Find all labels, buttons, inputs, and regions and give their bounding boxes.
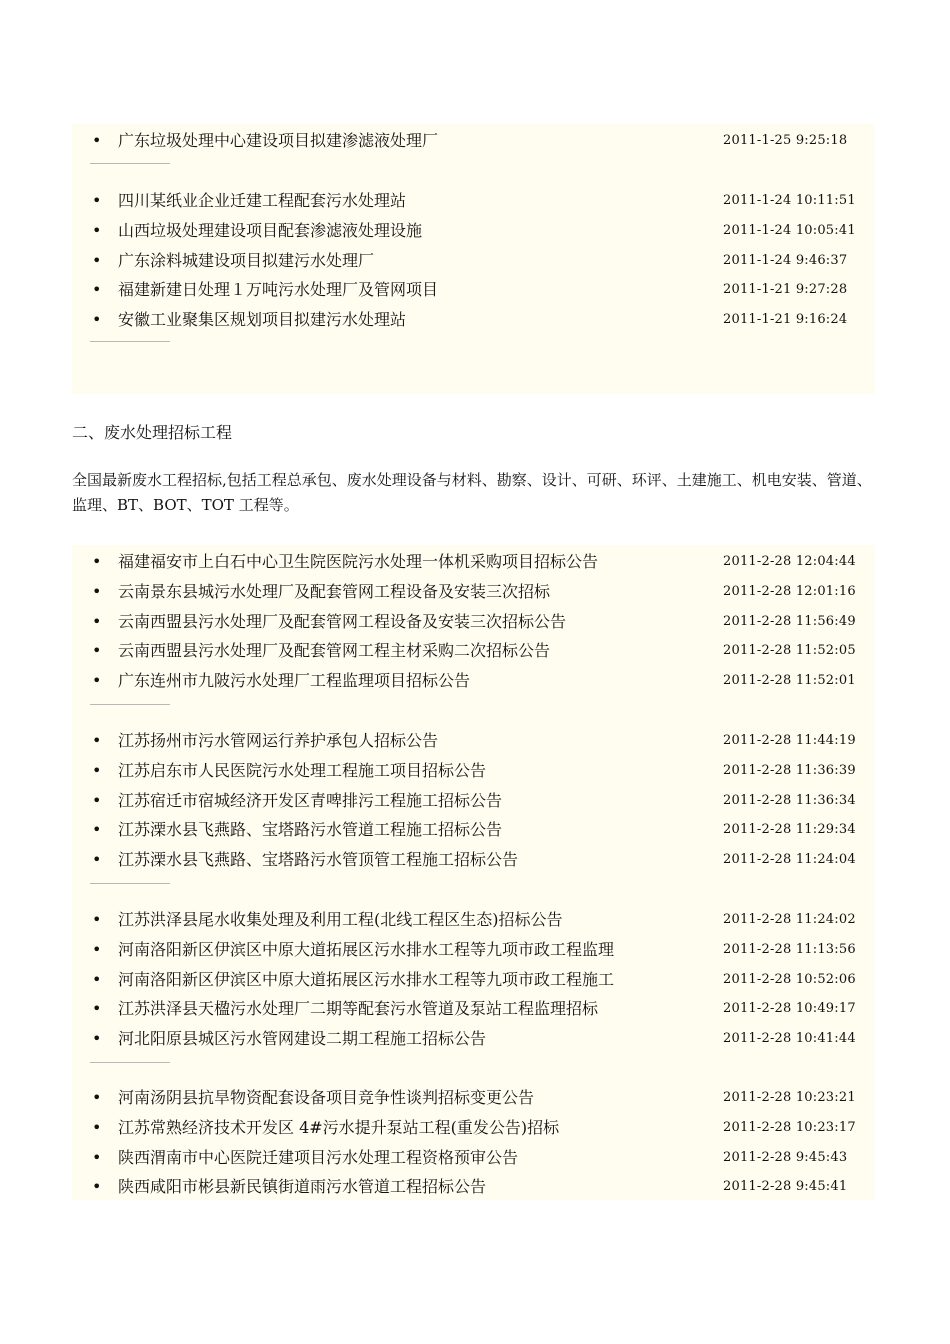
news-link[interactable]: 云南景东县城污水处理厂及配套管网工程设备及安装三次招标 — [118, 581, 551, 601]
news-timestamp: 2011-2-28 11:56:49 — [723, 613, 856, 629]
list-item[interactable] — [72, 758, 875, 788]
group-divider — [90, 883, 170, 884]
news-link[interactable]: 江苏宿迁市宿城经济开发区青啤排污工程施工招标公告 — [118, 790, 503, 810]
group-divider — [90, 704, 170, 705]
section-heading: 二、废水处理招标工程 — [72, 423, 233, 442]
news-link[interactable]: 广东连州市九陂污水处理厂工程监理项目招标公告 — [118, 671, 471, 691]
news-group — [72, 1085, 875, 1204]
bullet-icon: • — [92, 1029, 102, 1049]
news-timestamp: 2011-1-24 10:11:51 — [723, 193, 856, 208]
news-link[interactable]: 江苏溧水县飞燕路、宝塔路污水管顶管工程施工招标公告 — [118, 850, 519, 870]
news-panel-wastewater-tenders — [72, 545, 875, 1200]
news-link[interactable]: 河南汤阴县抗旱物资配套设备项目竞争性谈判招标变更公告 — [118, 1088, 535, 1107]
bullet-icon: • — [92, 731, 102, 750]
bullet-icon: • — [92, 790, 102, 810]
group-divider — [90, 163, 170, 164]
news-link[interactable]: 山西垃圾处理建设项目配套渗滤液处理设施 — [118, 220, 423, 240]
news-timestamp: 2011-2-28 11:36:39 — [723, 762, 856, 778]
bullet-icon: • — [92, 250, 102, 270]
news-group — [72, 728, 875, 877]
news-timestamp: 2011-1-24 9:46:37 — [723, 252, 848, 268]
news-group — [72, 128, 875, 158]
bullet-icon: • — [92, 310, 102, 330]
bullet-icon: • — [92, 220, 102, 240]
news-link[interactable]: 福建福安市上白石中心卫生院医院污水处理一体机采购项目招标公告 — [118, 552, 599, 571]
list-item[interactable] — [72, 549, 875, 579]
news-timestamp: 2011-1-24 10:05:41 — [723, 222, 856, 238]
list-item[interactable] — [72, 1026, 875, 1056]
news-timestamp: 2011-2-28 10:52:06 — [723, 971, 856, 987]
bullet-icon: • — [92, 1117, 102, 1137]
list-item[interactable] — [72, 579, 875, 609]
news-timestamp: 2011-2-28 9:45:41 — [723, 1179, 848, 1195]
list-item[interactable] — [72, 996, 875, 1026]
bullet-icon: • — [92, 552, 102, 571]
news-link[interactable]: 江苏洪泽县尾水收集处理及利用工程(北线工程区生态)招标公告 — [118, 910, 563, 929]
news-timestamp: 2011-2-28 11:44:19 — [723, 733, 856, 748]
list-item[interactable] — [72, 907, 875, 937]
news-timestamp: 2011-2-28 10:23:17 — [723, 1119, 856, 1135]
bullet-icon: • — [92, 131, 102, 150]
bullet-icon: • — [92, 850, 102, 870]
news-timestamp: 2011-2-28 10:23:21 — [723, 1090, 856, 1105]
news-link[interactable]: 云南西盟县污水处理厂及配套管网工程设备及安装三次招标公告 — [118, 611, 567, 631]
news-link[interactable]: 河北阳原县城区污水管网建设二期工程施工招标公告 — [118, 1029, 487, 1049]
news-timestamp: 2011-1-21 9:16:24 — [723, 312, 848, 328]
news-group — [72, 188, 875, 337]
bullet-icon: • — [92, 280, 102, 300]
news-timestamp: 2011-2-28 11:29:34 — [723, 822, 856, 838]
news-link[interactable]: 福建新建日处理１万吨污水处理厂及管网项目 — [118, 280, 439, 300]
news-group — [72, 549, 875, 698]
section-intro: 全国最新废水工程招标,包括工程总承包、废水处理设备与材料、勘察、设计、可研、环评、土建施工、机电安装、管道、监理、BT、BOT、TOT 工程等。 — [72, 471, 872, 514]
news-timestamp: 2011-2-28 11:52:01 — [723, 673, 856, 689]
news-timestamp: 2011-2-28 11:52:05 — [723, 643, 856, 659]
list-item[interactable] — [72, 1085, 875, 1115]
list-item[interactable] — [72, 937, 875, 967]
bullet-icon: • — [92, 820, 102, 840]
list-item[interactable] — [72, 817, 875, 847]
bullet-icon: • — [92, 611, 102, 631]
news-link[interactable]: 江苏洪泽县天楹污水处理厂二期等配套污水管道及泵站工程监理招标 — [118, 999, 599, 1019]
news-link[interactable]: 河南洛阳新区伊滨区中原大道拓展区污水排水工程等九项市政工程施工 — [118, 969, 615, 989]
news-timestamp: 2011-2-28 12:01:16 — [723, 583, 856, 599]
news-timestamp: 2011-1-25 9:25:18 — [723, 133, 848, 148]
news-timestamp: 2011-2-28 11:13:56 — [723, 941, 856, 957]
news-link[interactable]: 广东垃圾处理中心建设项目拟建渗滤液处理厂 — [118, 131, 439, 150]
list-item[interactable] — [72, 218, 875, 248]
bullet-icon: • — [92, 910, 102, 929]
news-timestamp: 2011-2-28 11:36:34 — [723, 792, 856, 808]
list-item[interactable] — [72, 188, 875, 218]
list-item[interactable] — [72, 248, 875, 278]
group-divider — [90, 341, 170, 342]
news-timestamp: 2011-2-28 12:04:44 — [723, 554, 856, 569]
news-link[interactable]: 陕西渭南市中心医院迁建项目污水处理工程资格预审公告 — [118, 1147, 519, 1167]
bullet-icon: • — [92, 999, 102, 1019]
news-link[interactable]: 江苏扬州市污水管网运行养护承包人招标公告 — [118, 731, 439, 750]
news-link[interactable]: 广东涂料城建设项目拟建污水处理厂 — [118, 250, 375, 270]
list-item[interactable] — [72, 128, 875, 158]
news-link[interactable]: 江苏溧水县飞燕路、宝塔路污水管道工程施工招标公告 — [118, 820, 503, 840]
list-item[interactable] — [72, 728, 875, 758]
list-item[interactable] — [72, 307, 875, 337]
list-item[interactable] — [72, 788, 875, 818]
news-timestamp: 2011-2-28 10:49:17 — [723, 1001, 856, 1017]
news-timestamp: 2011-2-28 10:41:44 — [723, 1031, 856, 1047]
list-item[interactable] — [72, 277, 875, 307]
list-item[interactable] — [72, 668, 875, 698]
bullet-icon: • — [92, 641, 102, 661]
news-timestamp: 2011-2-28 9:45:43 — [723, 1149, 848, 1165]
bullet-icon: • — [92, 191, 102, 210]
bullet-icon: • — [92, 969, 102, 989]
list-item[interactable] — [72, 609, 875, 639]
news-link[interactable]: 江苏常熟经济技术开发区 4#污水提升泵站工程(重发公告)招标 — [118, 1117, 560, 1137]
list-item[interactable] — [72, 638, 875, 668]
bullet-icon: • — [92, 1147, 102, 1167]
list-item[interactable] — [72, 1115, 875, 1145]
bullet-icon: • — [92, 939, 102, 959]
news-link[interactable]: 安徽工业聚集区规划项目拟建污水处理站 — [118, 310, 407, 330]
news-link[interactable]: 陕西咸阳市彬县新民镇街道雨污水管道工程招标公告 — [118, 1177, 487, 1197]
list-item[interactable] — [72, 1174, 875, 1204]
news-timestamp: 2011-1-21 9:27:28 — [723, 282, 848, 298]
bullet-icon: • — [92, 581, 102, 601]
news-timestamp: 2011-2-28 11:24:04 — [723, 852, 856, 868]
news-group — [72, 907, 875, 1056]
group-divider — [90, 1062, 170, 1063]
list-item[interactable] — [72, 847, 875, 877]
news-panel-wastewater-projects — [72, 124, 875, 394]
bullet-icon: • — [92, 760, 102, 780]
news-link[interactable]: 四川某纸业企业迁建工程配套污水处理站 — [118, 191, 407, 210]
news-link[interactable]: 江苏启东市人民医院污水处理工程施工项目招标公告 — [118, 760, 487, 780]
bullet-icon: • — [92, 1177, 102, 1197]
news-timestamp: 2011-2-28 11:24:02 — [723, 912, 856, 927]
bullet-icon: • — [92, 1088, 102, 1107]
list-item[interactable] — [72, 1145, 875, 1175]
news-link[interactable]: 河南洛阳新区伊滨区中原大道拓展区污水排水工程等九项市政工程监理 — [118, 939, 615, 959]
news-link[interactable]: 云南西盟县污水处理厂及配套管网工程主材采购二次招标公告 — [118, 641, 551, 661]
list-item[interactable] — [72, 967, 875, 997]
bullet-icon: • — [92, 671, 102, 691]
